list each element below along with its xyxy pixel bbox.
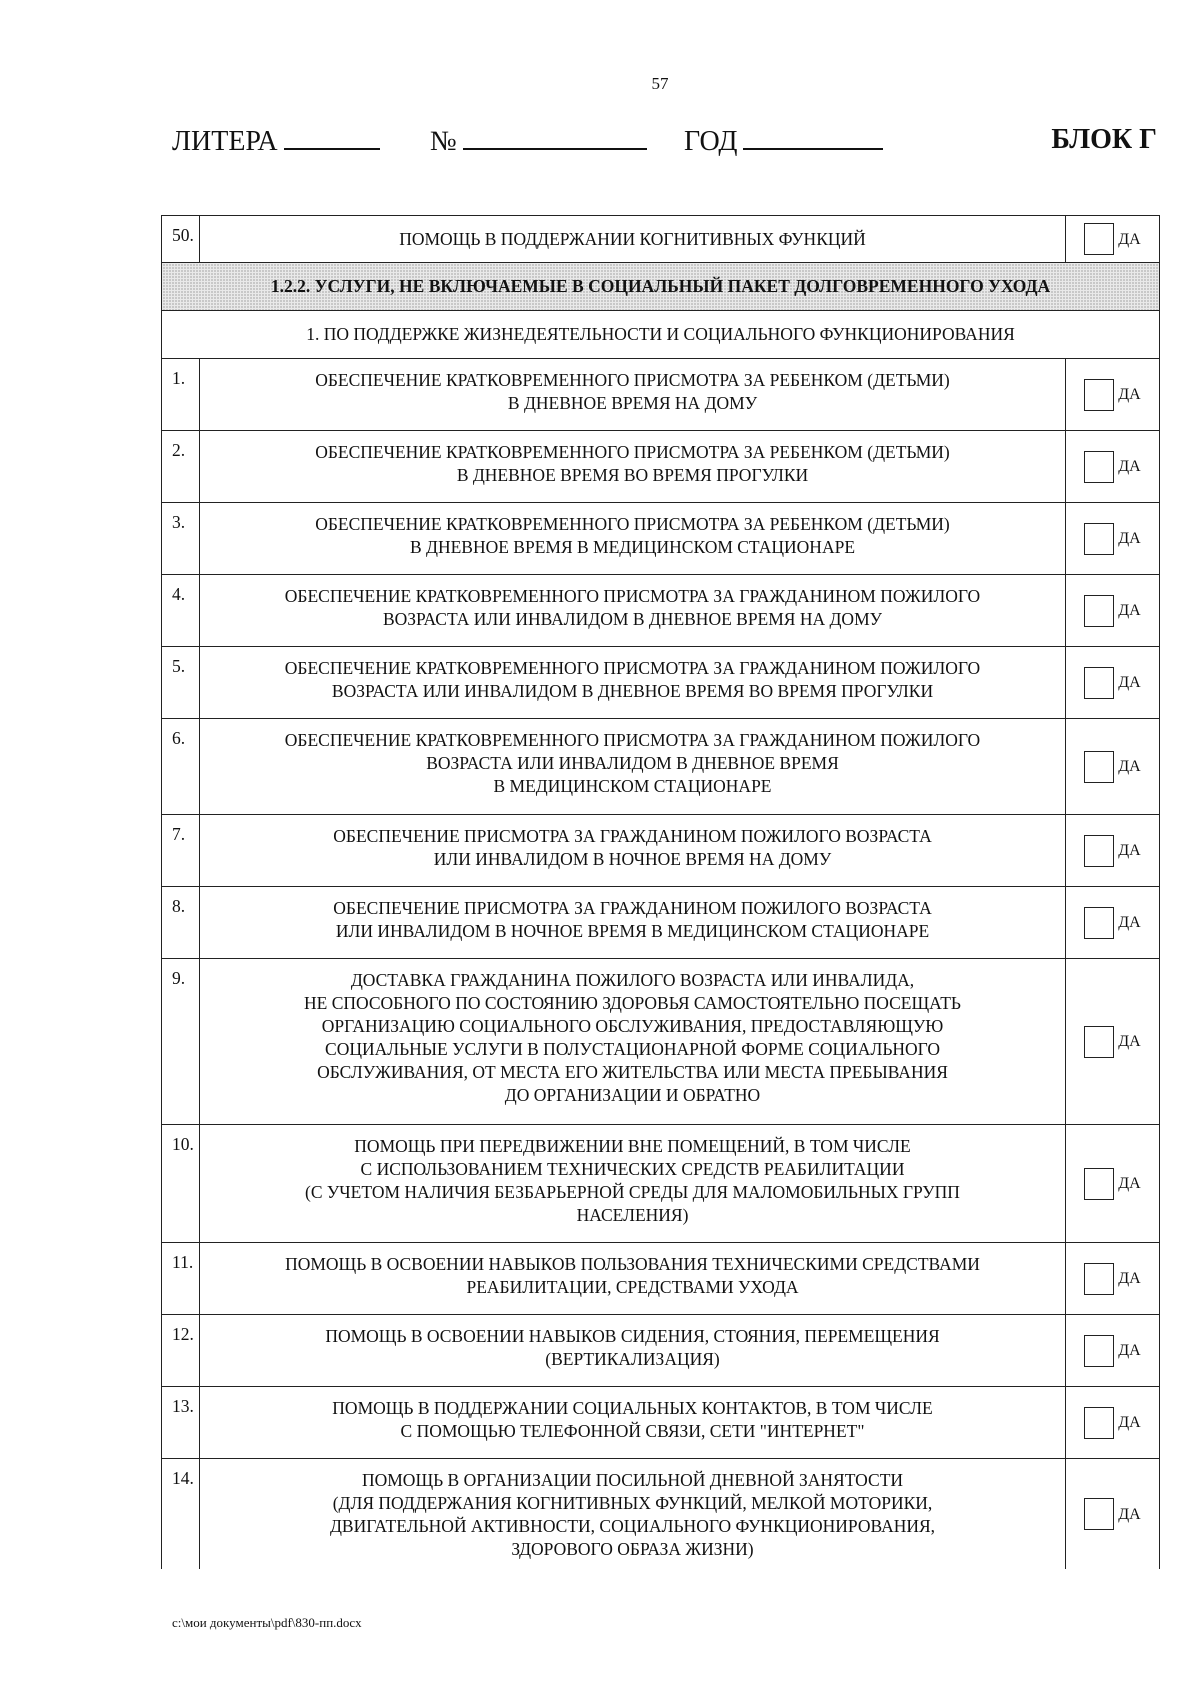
row-number: 14.	[162, 1459, 200, 1570]
row-number: 8.	[162, 887, 200, 959]
row-text	[200, 647, 1066, 719]
row-text-line: В МЕДИЦИНСКОМ СТАЦИОНАРЕ	[493, 776, 772, 796]
check-cell	[1066, 1387, 1160, 1459]
row-text	[200, 503, 1066, 575]
checkbox[interactable]	[1084, 1263, 1114, 1295]
row-text-line: ВОЗРАСТА ИЛИ ИНВАЛИДОМ В ДНЕВНОЕ ВРЕМЯ НА ДОМУ	[382, 609, 883, 629]
check-label: ДА	[1118, 1175, 1141, 1192]
check-label: ДА	[1118, 1414, 1141, 1431]
check-cell	[1066, 431, 1160, 503]
check-cell	[1066, 887, 1160, 959]
row-number: 1.	[162, 359, 200, 431]
checkbox[interactable]	[1084, 835, 1114, 867]
table-row	[162, 1243, 1160, 1315]
check-label: ДА	[1118, 842, 1141, 859]
table-row	[162, 719, 1160, 815]
row-text-line: ДО ОРГАНИЗАЦИИ И ОБРАТНО	[504, 1085, 761, 1105]
litera-field[interactable]	[172, 124, 380, 158]
row-text-line: ВОЗРАСТА ИЛИ ИНВАЛИДОМ В ДНЕВНОЕ ВРЕМЯ	[426, 753, 839, 773]
checkbox[interactable]	[1084, 451, 1114, 483]
check-cell	[1066, 719, 1160, 815]
table-row	[162, 815, 1160, 887]
table-row	[162, 216, 1160, 263]
row-text	[200, 815, 1066, 887]
table-row	[162, 575, 1160, 647]
check-cell	[1066, 959, 1160, 1125]
row-text-line: ОБЕСПЕЧЕНИЕ ПРИСМОТРА ЗА ГРАЖДАНИНОМ ПОЖИЛОГО ВОЗРАСТА	[333, 826, 932, 846]
row-text	[200, 359, 1066, 431]
number-blank[interactable]	[463, 124, 647, 150]
checkbox[interactable]	[1084, 907, 1114, 939]
table-row	[162, 959, 1160, 1125]
row-number: 10.	[162, 1125, 200, 1243]
subsection-header-row	[162, 311, 1160, 359]
check-label: ДА	[1118, 386, 1141, 403]
checkbox[interactable]	[1084, 1407, 1114, 1439]
row-number: 3.	[162, 503, 200, 575]
row-text-line: ОБЕСПЕЧЕНИЕ КРАТКОВРЕМЕННОГО ПРИСМОТРА ЗА ГРАЖДАНИНОМ ПОЖИЛОГО	[284, 586, 981, 606]
row-text-line: ОБЕСПЕЧЕНИЕ КРАТКОВРЕМЕННОГО ПРИСМОТРА ЗА ГРАЖДАНИНОМ ПОЖИЛОГО	[284, 658, 981, 678]
check-label: ДА	[1118, 458, 1141, 475]
row-text	[200, 575, 1066, 647]
row-text-line: С ПОМОЩЬЮ ТЕЛЕФОННОЙ СВЯЗИ, СЕТИ "ИНТЕРНЕТ"	[400, 1421, 865, 1441]
year-label: ГОД	[684, 126, 738, 157]
row-text-line: ОРГАНИЗАЦИЮ СОЦИАЛЬНОГО ОБСЛУЖИВАНИЯ, ПРЕДОСТАВЛЯЮЩУЮ	[321, 1016, 944, 1036]
check-label: ДА	[1118, 1033, 1141, 1050]
row-text-line: (ВЕРТИКАЛИЗАЦИЯ)	[545, 1349, 720, 1369]
row-text-line: ДВИГАТЕЛЬНОЙ АКТИВНОСТИ, СОЦИАЛЬНОГО ФУНКЦИОНИРОВАНИЯ,	[329, 1516, 936, 1536]
row-text-line: ОБЕСПЕЧЕНИЕ КРАТКОВРЕМЕННОГО ПРИСМОТРА ЗА РЕБЕНКОМ (ДЕТЬМИ)	[315, 370, 950, 390]
number-field[interactable]	[430, 124, 647, 158]
table-row	[162, 1315, 1160, 1387]
row-text-line: ПОМОЩЬ В ОРГАНИЗАЦИИ ПОСИЛЬНОЙ ДНЕВНОЙ ЗАНЯТОСТИ	[361, 1470, 904, 1490]
checkbox[interactable]	[1084, 523, 1114, 555]
checkbox[interactable]	[1084, 667, 1114, 699]
row-text	[200, 1459, 1066, 1570]
row-number: 7.	[162, 815, 200, 887]
row-text	[200, 1315, 1066, 1387]
row-text-line: ИЛИ ИНВАЛИДОМ В НОЧНОЕ ВРЕМЯ НА ДОМУ	[433, 849, 832, 869]
table-row	[162, 1459, 1160, 1570]
year-field[interactable]	[684, 124, 883, 158]
row-text-line: НАСЕЛЕНИЯ)	[576, 1205, 689, 1225]
row-text-line: ОБСЛУЖИВАНИЯ, ОТ МЕСТА ЕГО ЖИТЕЛЬСТВА ИЛИ МЕСТА ПРЕБЫВАНИЯ	[317, 1062, 948, 1082]
check-label: ДА	[1118, 758, 1141, 775]
number-label: №	[430, 126, 457, 157]
row-text	[200, 959, 1066, 1125]
litera-label: ЛИТЕРА	[172, 126, 278, 157]
row-number: 13.	[162, 1387, 200, 1459]
check-cell	[1066, 1243, 1160, 1315]
row-text-line: В ДНЕВНОЕ ВРЕМЯ НА ДОМУ	[507, 393, 758, 413]
row-text-line: С ИСПОЛЬЗОВАНИЕМ ТЕХНИЧЕСКИХ СРЕДСТВ РЕАБИЛИТАЦИИ	[360, 1159, 905, 1179]
table-row	[162, 359, 1160, 431]
table-row	[162, 503, 1160, 575]
footer-file-path: c:\мои документы\pdf\830-пп.docx	[172, 1615, 362, 1630]
check-label: ДА	[1118, 674, 1141, 691]
year-blank[interactable]	[743, 124, 883, 150]
row-text-line: ОБЕСПЕЧЕНИЕ КРАТКОВРЕМЕННОГО ПРИСМОТРА ЗА РЕБЕНКОМ (ДЕТЬМИ)	[315, 514, 950, 534]
row-text-line: В ДНЕВНОЕ ВРЕМЯ ВО ВРЕМЯ ПРОГУЛКИ	[456, 465, 809, 485]
check-label: ДА	[1118, 1505, 1141, 1523]
row-text-line: ДОСТАВКА ГРАЖДАНИНА ПОЖИЛОГО ВОЗРАСТА ИЛИ ИНВАЛИДА,	[350, 970, 915, 990]
table-row	[162, 887, 1160, 959]
row-text-line: СОЦИАЛЬНЫЕ УСЛУГИ В ПОЛУСТАЦИОНАРНОЙ ФОРМЕ СОЦИАЛЬНОГО	[325, 1039, 940, 1059]
row-text	[200, 1243, 1066, 1315]
row-text-line: ВОЗРАСТА ИЛИ ИНВАЛИДОМ В ДНЕВНОЕ ВРЕМЯ ВО ВРЕМЯ ПРОГУЛКИ	[331, 681, 934, 701]
check-cell	[1066, 359, 1160, 431]
row-text-line: ПОМОЩЬ В ОСВОЕНИИ НАВЫКОВ СИДЕНИЯ, СТОЯНИЯ, ПЕРЕМЕЩЕНИЯ	[325, 1326, 940, 1346]
page-number: 57	[651, 74, 669, 93]
check-label: ДА	[1118, 1270, 1141, 1287]
row-text	[200, 719, 1066, 815]
section-title: 1.2.2. УСЛУГИ, НЕ ВКЛЮЧАЕМЫЕ В СОЦИАЛЬНЫЙ ПАКЕТ ДОЛГОВРЕМЕННОГО УХОДА	[162, 263, 1160, 311]
row-number: 2.	[162, 431, 200, 503]
row-text-line: ИЛИ ИНВАЛИДОМ В НОЧНОЕ ВРЕМЯ В МЕДИЦИНСКОМ СТАЦИОНАРЕ	[335, 921, 930, 941]
table-row	[162, 431, 1160, 503]
row-text-line: ПОМОЩЬ В ПОДДЕРЖАНИИ СОЦИАЛЬНЫХ КОНТАКТОВ, В ТОМ ЧИСЛЕ	[332, 1398, 933, 1418]
check-label: ДА	[1118, 914, 1141, 931]
row-number: 4.	[162, 575, 200, 647]
litera-blank[interactable]	[284, 124, 380, 150]
check-cell	[1066, 815, 1160, 887]
block-label: БЛОК Г	[1051, 124, 1157, 155]
check-cell	[1066, 216, 1160, 263]
row-number: 11.	[162, 1243, 200, 1315]
row-text-line: (ДЛЯ ПОДДЕРЖАНИЯ КОГНИТИВНЫХ ФУНКЦИЙ, МЕЛКОЙ МОТОРИКИ,	[332, 1493, 933, 1513]
checkbox[interactable]	[1084, 1168, 1114, 1200]
checkbox[interactable]	[1084, 223, 1114, 255]
row-text-line: ОБЕСПЕЧЕНИЕ КРАТКОВРЕМЕННОГО ПРИСМОТРА ЗА ГРАЖДАНИНОМ ПОЖИЛОГО	[284, 730, 981, 750]
checkbox[interactable]	[1084, 595, 1114, 627]
row-text-line: В ДНЕВНОЕ ВРЕМЯ В МЕДИЦИНСКОМ СТАЦИОНАРЕ	[409, 537, 856, 557]
row-text-line: ОБЕСПЕЧЕНИЕ КРАТКОВРЕМЕННОГО ПРИСМОТРА ЗА РЕБЕНКОМ (ДЕТЬМИ)	[315, 442, 950, 462]
check-cell	[1066, 1125, 1160, 1243]
row-number: 5.	[162, 647, 200, 719]
row-text-line: ПОМОЩЬ ПРИ ПЕРЕДВИЖЕНИИ ВНЕ ПОМЕЩЕНИЙ, В ТОМ ЧИСЛЕ	[354, 1136, 911, 1156]
row-text	[200, 431, 1066, 503]
check-cell	[1066, 503, 1160, 575]
check-label: ДА	[1118, 1342, 1141, 1359]
check-label: ДА	[1118, 602, 1141, 619]
row-text-line: ЗДОРОВОГО ОБРАЗА ЖИЗНИ)	[511, 1539, 754, 1559]
row-text-line: ОБЕСПЕЧЕНИЕ ПРИСМОТРА ЗА ГРАЖДАНИНОМ ПОЖИЛОГО ВОЗРАСТА	[333, 898, 932, 918]
services-table	[161, 215, 1160, 1569]
row-text-line: ПОМОЩЬ В ОСВОЕНИИ НАВЫКОВ ПОЛЬЗОВАНИЯ ТЕХНИЧЕСКИМИ СРЕДСТВАМИ	[285, 1254, 980, 1274]
row-number: 12.	[162, 1315, 200, 1387]
subsection-title: 1. ПО ПОДДЕРЖКЕ ЖИЗНЕДЕЯТЕЛЬНОСТИ И СОЦИАЛЬНОГО ФУНКЦИОНИРОВАНИЯ	[162, 311, 1160, 359]
check-cell	[1066, 1459, 1160, 1570]
row-text-line: НЕ СПОСОБНОГО ПО СОСТОЯНИЮ ЗДОРОВЬЯ САМОСТОЯТЕЛЬНО ПОСЕЩАТЬ	[304, 993, 961, 1013]
table-row	[162, 1387, 1160, 1459]
row-text: ПОМОЩЬ В ПОДДЕРЖАНИИ КОГНИТИВНЫХ ФУНКЦИЙ	[200, 216, 1066, 263]
check-label: ДА	[1118, 230, 1141, 248]
row-number: 50.	[162, 216, 200, 263]
checkbox[interactable]	[1084, 379, 1114, 411]
form-header	[172, 124, 1157, 164]
row-text	[200, 1125, 1066, 1243]
check-cell	[1066, 647, 1160, 719]
checkbox[interactable]	[1084, 1026, 1114, 1058]
row-number: 6.	[162, 719, 200, 815]
check-cell	[1066, 575, 1160, 647]
section-header-row	[162, 263, 1160, 311]
checkbox[interactable]	[1084, 751, 1114, 783]
checkbox[interactable]	[1084, 1498, 1114, 1530]
table-row	[162, 1125, 1160, 1243]
check-label: ДА	[1118, 530, 1141, 547]
row-text	[200, 1387, 1066, 1459]
row-number: 9.	[162, 959, 200, 1125]
table-row	[162, 647, 1160, 719]
check-cell	[1066, 1315, 1160, 1387]
row-text	[200, 887, 1066, 959]
row-text-line: (С УЧЕТОМ НАЛИЧИЯ БЕЗБАРЬЕРНОЙ СРЕДЫ ДЛЯ МАЛОМОБИЛЬНЫХ ГРУПП	[305, 1182, 960, 1202]
checkbox[interactable]	[1084, 1335, 1114, 1367]
row-text-line: РЕАБИЛИТАЦИИ, СРЕДСТВАМИ УХОДА	[466, 1277, 799, 1297]
